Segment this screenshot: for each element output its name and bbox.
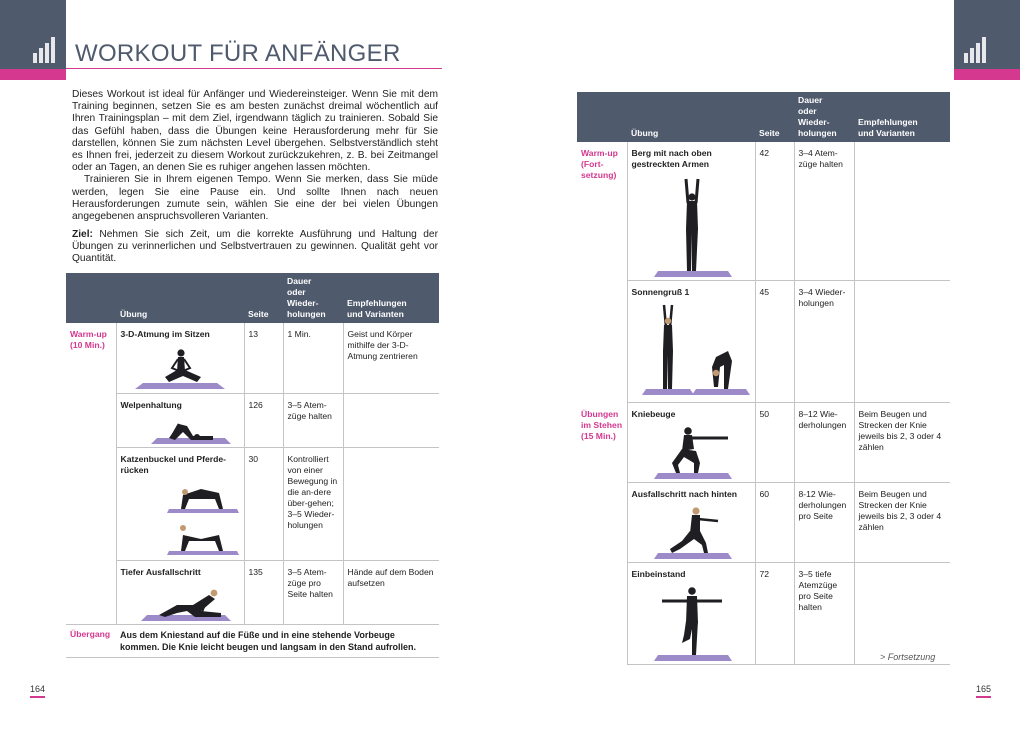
- exercise-cell: [116, 447, 244, 560]
- header-category: [577, 92, 627, 142]
- goal-body: Nehmen Sie sich Zeit, um die korrekte Ausführung und Haltung der Übungen zu verinnerlichen und Selbstvertrauen zu gewinnen. Qualität geht vor Quantität.: [72, 229, 438, 265]
- page-number: 135: [244, 560, 283, 624]
- tips: [343, 447, 439, 560]
- tips: [343, 393, 439, 447]
- table-row: [66, 393, 439, 447]
- accent-stripe: [954, 69, 1020, 80]
- header-corner-left: [0, 0, 66, 80]
- transition-text: Aus dem Kniestand auf die Füße und in eine stehende Vorbeuge kommen. Die Knie leicht beugen und langsam in den Stand aufrollen.: [116, 624, 439, 657]
- exercise-name: 3-D-Atmung im Sitzen: [120, 329, 210, 339]
- bar-chart-icon: [964, 35, 992, 63]
- duration: 3–5 Atem-züge halten: [283, 393, 343, 447]
- page-number: 50: [755, 403, 794, 483]
- exercise-cell: [627, 483, 755, 563]
- title-underline: [66, 68, 442, 69]
- page-number: 72: [755, 563, 794, 665]
- exercise-cell: [116, 393, 244, 447]
- exercise-name: Berg mit nach oben gestreckten Armen: [631, 148, 712, 169]
- puppy-pose-figure: [121, 414, 239, 444]
- duration: 8–12 Wie-derholungen: [794, 403, 854, 483]
- mountain-arms-up-figure: [632, 173, 750, 277]
- header-corner-right: [954, 0, 1020, 80]
- seated-breathing-figure: [121, 343, 239, 389]
- page-number: 30: [244, 447, 283, 560]
- exercise-cell: [116, 323, 244, 393]
- exercise-cell: [627, 142, 755, 281]
- single-leg-stand-figure: [632, 583, 750, 661]
- duration: 3–4 Wieder-holungen: [794, 281, 854, 403]
- category-warmup: Warm-up (10 Min.): [70, 329, 107, 350]
- tips: Beim Beugen und Strecken der Knie jeweils bis 2, 3 oder 4 zählen: [854, 483, 950, 563]
- workout-table-left: [66, 273, 439, 658]
- cat-cow-figure: [121, 479, 239, 557]
- goal-label: Ziel:: [72, 229, 93, 240]
- exercise-name: Welpenhaltung: [120, 399, 182, 410]
- table-row: [577, 483, 950, 563]
- duration: 3–5 tiefe Atemzüge pro Seite halten: [794, 563, 854, 665]
- table-row: [577, 563, 950, 665]
- reverse-lunge-figure: [632, 503, 750, 559]
- category-standing: Übungen im Stehen (15 Min.): [581, 408, 623, 441]
- table-header-row: [66, 273, 439, 323]
- header-page: Seite: [244, 273, 283, 323]
- exercise-name: Katzenbuckel und Pferde-rücken: [120, 453, 227, 475]
- table-row: [577, 403, 950, 483]
- header-exercise: Übung: [627, 92, 755, 142]
- page-number: 13: [244, 323, 283, 393]
- category-transition: Übergang: [66, 624, 116, 657]
- duration: 3–4 Atem-züge halten: [794, 142, 854, 281]
- duration: Kontrolliert von einer Bewegung in die an-dere über-gehen; 3–5 Wieder-holungen: [283, 447, 343, 560]
- header-duration: Dauer oder Wieder- holungen: [794, 92, 854, 142]
- exercise-name: Sonnengruß 1: [631, 287, 690, 297]
- tips: [854, 563, 950, 665]
- tips: Hände auf dem Boden aufsetzen: [343, 560, 439, 624]
- table-row: [66, 447, 439, 560]
- tips: Geist und Körper mithilfe der 3-D-Atmung zentrieren: [343, 323, 439, 393]
- page-number: 126: [244, 393, 283, 447]
- page-number: 60: [755, 483, 794, 563]
- duration: 3–5 Atem-züge pro Seite halten: [283, 560, 343, 624]
- exercise-name: Kniebeuge: [631, 409, 676, 419]
- workout-table-right: [577, 92, 950, 665]
- header-tips: Empfehlungen und Varianten: [343, 273, 439, 323]
- table-row: [577, 281, 950, 403]
- page-number: 42: [755, 142, 794, 281]
- exercise-cell: [116, 560, 244, 624]
- exercise-name: Ausfallschritt nach hinten: [631, 489, 738, 499]
- low-lunge-figure: [121, 581, 239, 621]
- table-header-row: [577, 92, 950, 142]
- header-page: Seite: [755, 92, 794, 142]
- goal-text: [72, 229, 438, 266]
- exercise-name: Einbeinstand: [631, 569, 686, 579]
- sun-salutation-figure: [632, 301, 750, 397]
- exercise-cell: [627, 281, 755, 403]
- tips: [854, 281, 950, 403]
- duration: 1 Min.: [283, 323, 343, 393]
- page-number: 45: [755, 281, 794, 403]
- table-row: [577, 142, 950, 281]
- accent-stripe: [0, 69, 66, 80]
- category-warmup-continued: Warm-up (Fort- setzung): [581, 148, 618, 180]
- table-row: [66, 560, 439, 624]
- squat-figure: [632, 423, 750, 479]
- page-title: WORKOUT FÜR ANFÄNGER: [75, 40, 401, 67]
- exercise-cell: [627, 563, 755, 665]
- duration: 8-12 Wie-derholungen pro Seite: [794, 483, 854, 563]
- header-duration: Dauer oder Wieder- holungen: [283, 273, 343, 323]
- header-exercise: Übung: [116, 273, 244, 323]
- exercise-cell: [627, 403, 755, 483]
- bar-chart-icon: [33, 35, 61, 63]
- intro-text: [72, 89, 438, 223]
- page-number-left: 164: [30, 684, 45, 698]
- continuation-note: > Fortsetzung: [880, 652, 936, 662]
- header-tips: Empfehlungen und Varianten: [854, 92, 950, 142]
- table-row: [66, 323, 439, 393]
- intro-paragraph-2: Trainieren Sie in Ihrem eigenen Tempo. Wenn Sie merken, dass Sie müde werden, legen Sie eine Pause ein. Und sollte Ihnen nach neuen Herausforderungen zumute sein, wählen Sie eine der bei vielen Übungen angegebenen anspruchsvolleren Varianten.: [72, 174, 438, 223]
- tips: Beim Beugen und Strecken der Knie jeweils bis 2, 3 oder 4 zählen: [854, 403, 950, 483]
- transition-row: [66, 624, 439, 657]
- page-number-right: 165: [976, 684, 991, 698]
- exercise-name: Tiefer Ausfallschritt: [120, 566, 201, 577]
- tips: [854, 142, 950, 281]
- header-category: [66, 273, 116, 323]
- intro-paragraph-1: Dieses Workout ist ideal für Anfänger und Wiedereinsteiger. Wenn Sie mit dem Training beginnen, setzen Sie es am besten zunächst dreimal wöchentlich auf Ihren Trainingsplan – mit dem Ziel, irgendwann täglich zu trainieren. Sobald Sie das Gefühl haben, dass die Übungen keine Herausforderung mehr für Sie darstellen, können Sie zum nächsten Level übergehen. Selbstverständlich steht es Ihnen frei, jederzeit zu diesem Workout zurückzukehren, z. B. bei Zeitmangel oder an Tagen, an denen Sie es ruhiger angehen lassen möchten.: [72, 89, 438, 174]
